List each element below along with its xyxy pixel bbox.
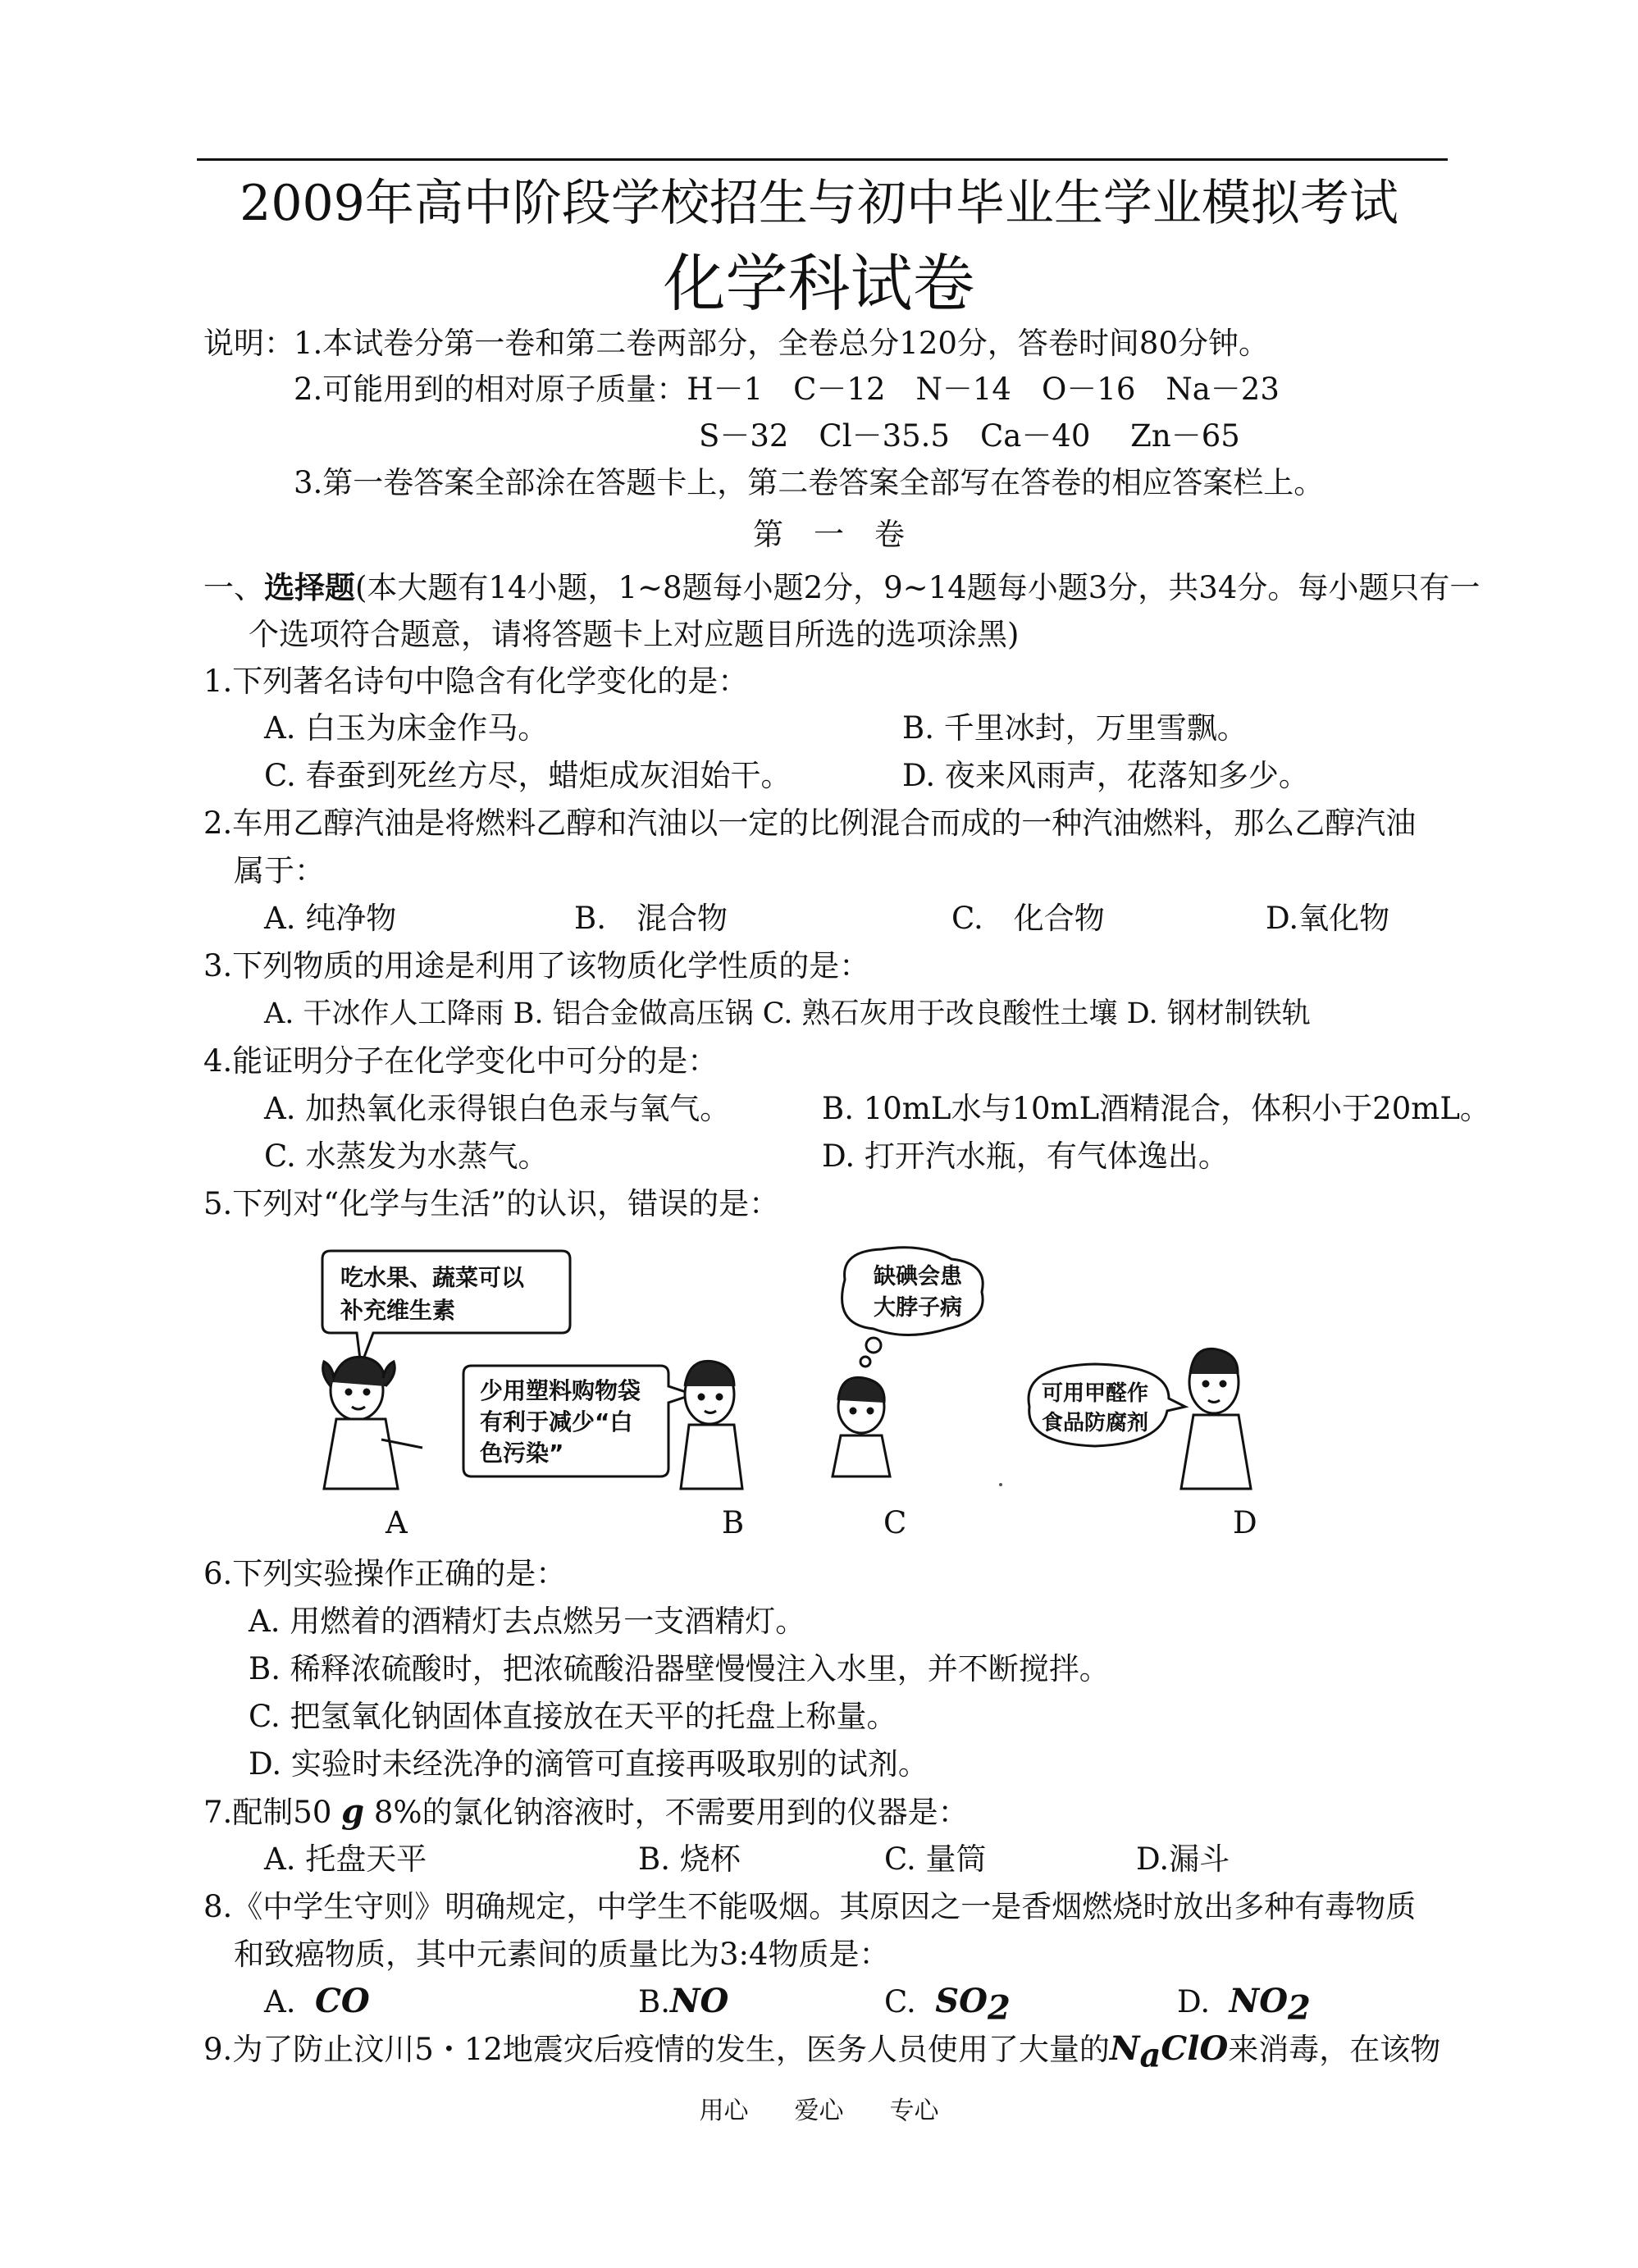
instructions-lead: 说明： bbox=[203, 326, 294, 361]
q6-stem: 6.下列实验操作正确的是： bbox=[203, 1556, 567, 1591]
q2-stem-cont: 属于： bbox=[234, 853, 325, 888]
q5-illustration bbox=[316, 1243, 1337, 1497]
section-heading-line2: 个选项符合题意，请将答题卡上对应题目所选的选项涂黑) bbox=[249, 617, 1020, 652]
q8-c-subscript: 2 bbox=[988, 1988, 1011, 2028]
bubble-b-line2: 有利于减少“白 bbox=[480, 1408, 633, 1435]
q5-stem: 5.下列对“化学与生活”的认识，错误的是： bbox=[203, 1186, 780, 1221]
q9-stem bbox=[203, 2031, 1440, 2074]
q1-option-a: A. 白玉为床金作马。 bbox=[264, 710, 549, 746]
instruction-item-2-cont: S－32 Cl－35.5 Ca－40 Zn－65 bbox=[699, 418, 1240, 454]
q1-stem: 1.下列著名诗句中隐含有化学变化的是： bbox=[203, 664, 749, 699]
bubble-a-line2: 补充维生素 bbox=[340, 1297, 456, 1324]
q5-label-a: A bbox=[386, 1505, 408, 1540]
q7-option-c: C. 量筒 bbox=[884, 1841, 987, 1877]
q7-option-a: A. 托盘天平 bbox=[264, 1841, 427, 1877]
q2-option-c: C. 化合物 bbox=[951, 901, 1105, 936]
q7-option-d: D.漏斗 bbox=[1136, 1841, 1230, 1877]
footer-text-1: 用心 bbox=[699, 2097, 749, 2125]
section-title: 第 一 卷 bbox=[753, 517, 905, 552]
bubble-a-line1: 吃水果、蔬菜可以 bbox=[340, 1264, 525, 1291]
q8-b-formula: NO bbox=[669, 1982, 729, 2020]
instruction-item-2: 2.可能用到的相对原子质量：H－1 C－12 N－14 O－16 Na－23 bbox=[294, 372, 1280, 407]
q9-formula-n: N bbox=[1109, 2029, 1140, 2068]
page-footer bbox=[0, 2090, 1638, 2126]
bubble-c bbox=[842, 1248, 983, 1367]
footer-text-3: 专心 bbox=[889, 2097, 939, 2125]
section-heading bbox=[203, 569, 1480, 606]
q8-option-b bbox=[638, 1983, 728, 2020]
q9-formula-sub: a bbox=[1139, 2036, 1161, 2075]
q8-option-d bbox=[1177, 1983, 1311, 2026]
bubble-d bbox=[1029, 1364, 1185, 1446]
q2-option-a: A. 纯净物 bbox=[264, 901, 397, 936]
q5-label-b: B bbox=[722, 1505, 745, 1540]
q4-stem: 4.能证明分子在化学变化中可分的是： bbox=[203, 1043, 719, 1079]
q1-option-c: C. 春蚕到死丝方尽，蜡炬成灰泪始干。 bbox=[264, 758, 792, 793]
bubble-b-line1: 少用塑料购物袋 bbox=[480, 1377, 641, 1404]
q7-stem-pre: 7.配制50 bbox=[203, 1795, 342, 1830]
q8-c-formula: SO bbox=[935, 1982, 988, 2020]
q8-b-label: B. bbox=[638, 1984, 670, 2019]
q5-label-d: D bbox=[1233, 1505, 1257, 1540]
q2-stem: 2.车用乙醇汽油是将燃料乙醇和汽油以一定的比例混合而成的一种汽油燃料，那么乙醇汽油 bbox=[203, 805, 1417, 841]
q4-option-b: B. 10mL水与10mL酒精混合，体积小于20mL。 bbox=[822, 1091, 1490, 1126]
q8-a-formula: CO bbox=[315, 1982, 370, 2020]
boy-figure-c bbox=[833, 1377, 890, 1476]
q9-stem-pre: 9.为了防止汶川5・12地震灾后疫情的发生，医务人员使用了大量的 bbox=[203, 2032, 1110, 2067]
q8-c-label: C. bbox=[884, 1984, 916, 2019]
q6-option-c: C. 把氢氧化钠固体直接放在天平的托盘上称量。 bbox=[249, 1699, 897, 1734]
exam-title: 2009年高中阶段学校招生与初中毕业生学业模拟考试 bbox=[240, 175, 1398, 232]
bubble-c-line1: 缺碘会患 bbox=[874, 1264, 962, 1289]
q2-option-d: D.氧化物 bbox=[1266, 901, 1390, 936]
exam-subtitle: 化学科试卷 bbox=[663, 247, 975, 320]
q8-option-c bbox=[884, 1983, 1011, 2026]
q7-stem-post: 8%的氯化钠溶液时，不需要用到的仪器是： bbox=[364, 1795, 969, 1830]
q9-stem-post: 来消毒，在该物 bbox=[1228, 2032, 1441, 2067]
q8-d-subscript: 2 bbox=[1288, 1988, 1311, 2028]
bubble-d-line2: 食品防腐剂 bbox=[1042, 1411, 1149, 1435]
q8-stem-cont: 和致癌物质，其中元素间的质量比为3:4物质是： bbox=[234, 1937, 890, 1972]
q8-d-label: D. bbox=[1177, 1984, 1211, 2019]
q9-formula-rest: ClO bbox=[1161, 2029, 1229, 2068]
bubble-d-line1: 可用甲醛作 bbox=[1042, 1381, 1149, 1406]
section-heading-rest: (本大题有14小题，1~8题每小题2分，9~14题每小题3分，共34分。每小题只有一 bbox=[355, 570, 1481, 605]
bubble-b bbox=[463, 1366, 693, 1476]
section-heading-prefix: 一、 bbox=[203, 570, 264, 605]
q8-d-formula: NO bbox=[1229, 1982, 1289, 2020]
boy-figure-b bbox=[681, 1361, 742, 1489]
q3-options: A. 干冰作人工降雨 B. 铝合金做高压锅 C. 熟石灰用于改良酸性土壤 D. 钢材制铁轨 bbox=[264, 997, 1311, 1030]
q5-label-c: C bbox=[883, 1505, 907, 1540]
q7-unit-g: g bbox=[341, 1792, 365, 1831]
header-rule bbox=[197, 158, 1448, 161]
q7-option-b: B. 烧杯 bbox=[638, 1841, 741, 1877]
q4-option-a: A. 加热氧化汞得银白色汞与氧气。 bbox=[264, 1091, 731, 1126]
q1-option-b: B. 千里冰封，万里雪飘。 bbox=[902, 710, 1248, 746]
q3-stem: 3.下列物质的用途是利用了该物质化学性质的是： bbox=[203, 948, 870, 983]
q8-option-a bbox=[264, 1983, 370, 2020]
q6-option-a: A. 用燃着的酒精灯去点燃另一支酒精灯。 bbox=[249, 1604, 806, 1639]
speck bbox=[999, 1483, 1002, 1486]
girl-figure bbox=[323, 1357, 422, 1489]
q8-stem: 8.《中学生守则》明确规定，中学生不能吸烟。其原因之一是香烟燃烧时放出多种有毒物质 bbox=[203, 1889, 1417, 1924]
q2-option-b: B. 混合物 bbox=[574, 901, 728, 936]
q1-option-d: D. 夜来风雨声，花落知多少。 bbox=[902, 758, 1309, 793]
q4-option-c: C. 水蒸发为水蒸气。 bbox=[264, 1139, 549, 1174]
q6-option-b: B. 稀释浓硫酸时，把浓硫酸沿器壁慢慢注入水里，并不断搅拌。 bbox=[249, 1651, 1110, 1686]
section-heading-bold: 选择题 bbox=[264, 569, 355, 605]
instruction-item-1: 1.本试卷分第一卷和第二卷两部分，全卷总分120分，答卷时间80分钟。 bbox=[294, 326, 1270, 361]
q8-a-label: A. bbox=[264, 1984, 296, 2019]
bubble-b-line3: 色污染” bbox=[480, 1440, 564, 1467]
bubble-a bbox=[322, 1251, 570, 1366]
bubble-c-line2: 大脖子病 bbox=[874, 1295, 962, 1321]
q6-option-d: D. 实验时未经洗净的滴管可直接再吸取别的试剂。 bbox=[249, 1746, 929, 1782]
q7-stem bbox=[203, 1794, 969, 1831]
q4-option-d: D. 打开汽水瓶，有气体逸出。 bbox=[822, 1139, 1229, 1174]
instruction-item-3: 3.第一卷答案全部涂在答题卡上，第二卷答案全部写在答卷的相应答案栏上。 bbox=[294, 465, 1325, 500]
footer-text-2: 爱心 bbox=[794, 2097, 844, 2125]
man-figure-d bbox=[1181, 1348, 1251, 1489]
